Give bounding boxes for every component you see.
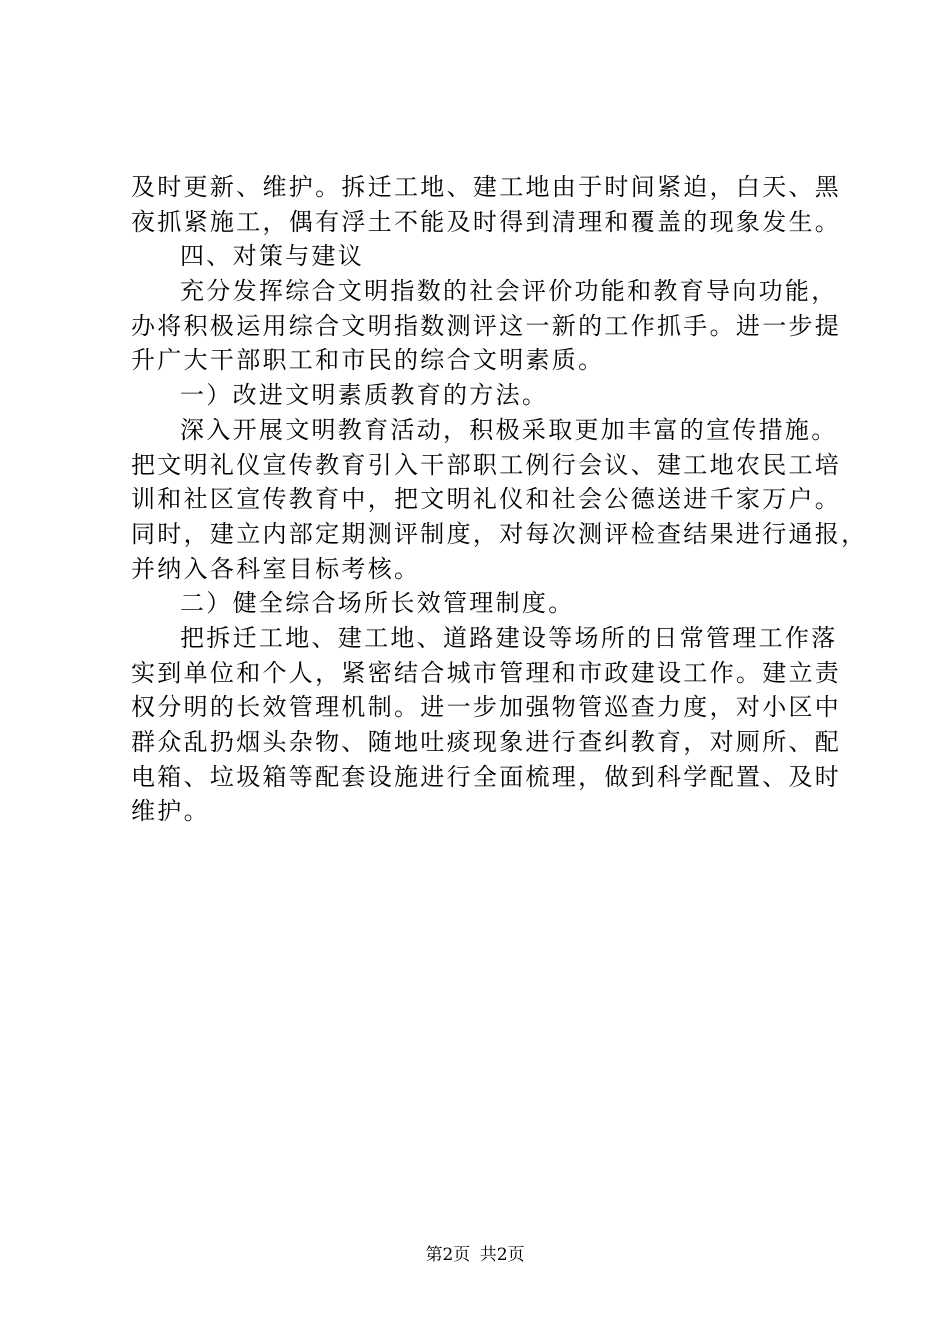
text-line: 把文明礼仪宣传教育引入干部职工例行会议、建工地农民工培 xyxy=(131,450,842,479)
text-line: 及时更新、维护。拆迁工地、建工地由于时间紧迫，白天、黑 xyxy=(131,173,842,201)
text-line: 深入开展文明教育活动，积极采取更加丰富的宣传措施。 xyxy=(180,415,838,444)
text-line: 办将积极运用综合文明指数测评这一新的工作抓手。进一步提 xyxy=(131,311,842,340)
text-line: 夜抓紧施工，偶有浮土不能及时得到清理和覆盖的现象发生。 xyxy=(131,207,842,236)
text-line: 训和社区宣传教育中，把文明礼仪和社会公德送进千家万户。 xyxy=(131,485,842,514)
text-line: 并纳入各科室目标考核。 xyxy=(131,554,421,583)
text-line: 把拆迁工地、建工地、道路建设等场所的日常管理工作落 xyxy=(180,623,838,652)
section-heading: 二）健全综合场所长效管理制度。 xyxy=(180,589,575,618)
page-number: 第2页 xyxy=(425,1245,471,1265)
text-line: 群众乱扔烟头杂物、随地吐痰现象进行查纠教育，对厕所、配 xyxy=(131,728,842,756)
text-line: 升广大干部职工和市民的综合文明素质。 xyxy=(131,346,605,375)
text-line: 同时，建立内部定期测评制度，对每次测评检查结果进行通报， xyxy=(131,519,868,548)
text-line: 充分发挥综合文明指数的社会评价功能和教育导向功能， xyxy=(180,277,838,306)
section-heading: 四、对策与建议 xyxy=(180,242,365,271)
text-line: 实到单位和个人，紧密结合城市管理和市政建设工作。建立责 xyxy=(131,658,842,687)
section-heading: 一）改进文明素质教育的方法。 xyxy=(180,381,549,410)
text-line: 权分明的长效管理机制。进一步加强物管巡查力度，对小区中 xyxy=(131,693,842,722)
text-line: 维护。 xyxy=(131,797,210,826)
document-body xyxy=(131,170,868,829)
text-line: 电箱、垃圾箱等配套设施进行全面梳理，做到科学配置、及时 xyxy=(131,762,842,791)
page-total: 共2页 xyxy=(479,1245,525,1265)
page-footer xyxy=(0,1243,950,1267)
